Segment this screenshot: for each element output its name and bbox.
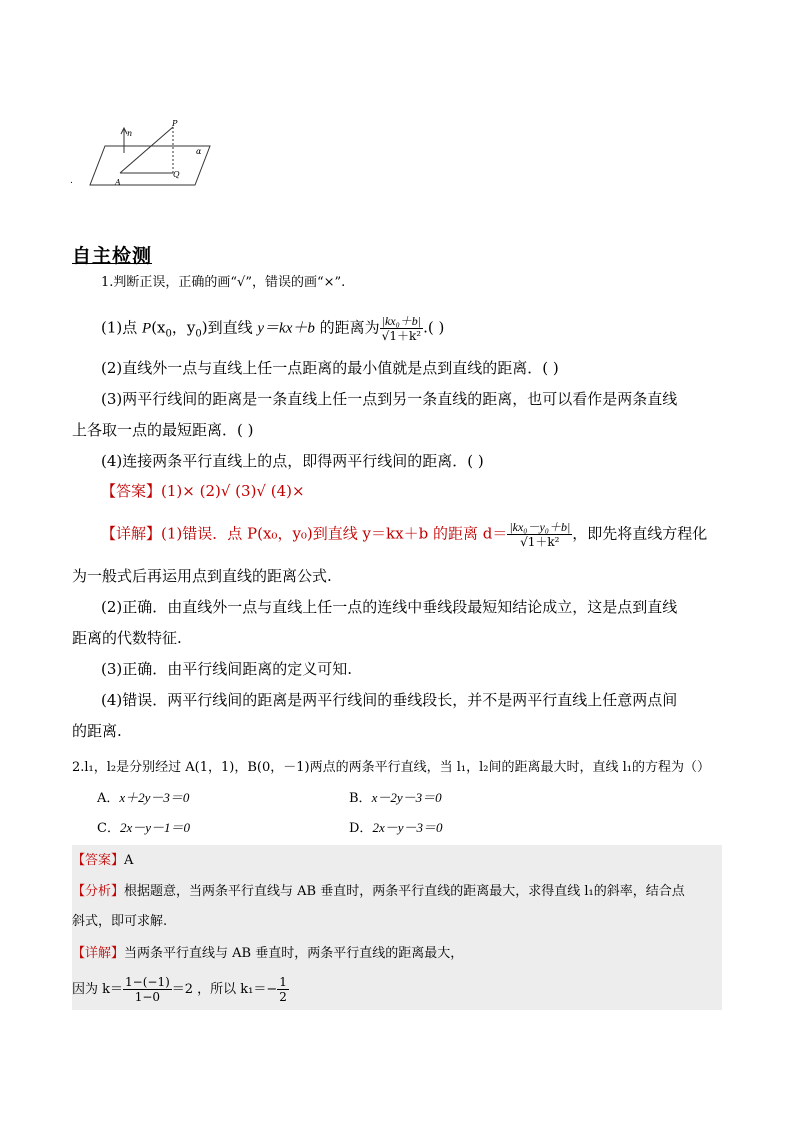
label-n: n [127,129,133,138]
plane-alpha [90,146,210,185]
q1-item3-line2: 上各取一点的最短距离．( ) [72,421,254,439]
label-a: A [115,178,121,187]
q1-detail-1: 【详解】(1)错误．点 P(x₀，y₀)到直线 y＝kx＋b 的距离 d＝ $\frac{\text{|kx₀－y₀＋b|}}{\text{√1＋k²}}$ ，即先将直线方程化 [101,520,708,549]
q1-detail-4-cont: 的距离. [72,722,122,740]
figure-dot: . [70,176,73,186]
q1-detail-2: (2)正确．由直线外一点与直线上任一点的连线中垂线段最短知结论成立，这是点到直线 [101,598,678,616]
q1-item1: (1)点 $P(x_0$，$y_0$)到直线 y＝kx＋b 的距离为 $\frac{\text{|kx₀＋b|}}{\text{√1＋k²}}$ .( ) [101,314,445,343]
q1-detail-3: (3)正确．由平行线间距离的定义可知. [101,660,353,678]
q1-detail-4: (4)错误．两平行线间的距离是两平行线间的垂线段长，并不是两平行直线上任意两点间 [101,691,678,709]
q1-item2: (2)直线外一点与直线上任一点距离的最小值就是点到直线的距离．( ) [101,359,559,377]
detail-distance-fraction: $\frac{\text{|kx₀－y₀＋b|}}{\text{√1＋k²}}$ [509,520,571,549]
q1-item3-line1: (3)两平行线间的距离是一条直线上任一点到另一条直线的距离，也可以看作是两条直线 [101,390,678,408]
q1-detail-1-cont: 为一般式后再运用点到直线的距离公式. [72,567,332,585]
q1-answer: 【答案】(1)× (2)√ (3)√ (4)× [101,482,305,500]
q2-answer: 【答案】A [72,853,134,868]
slope-fraction: $\frac{1-(-1)}{1-0}$ [125,975,170,1004]
q1-detail-2-cont: 距离的代数特征. [72,629,182,647]
q2-prompt: 2.l₁，l₂是分别经过 A(1，1)，B(0，－1)两点的两条平行直线，当 l₁，l₂间的距离最大时，直线 l₁的方程为（） [72,760,710,775]
q2-analysis: 【分析】根据题意，当两条平行直线与 AB 垂直时，两条平行直线的距离最大，求得直线 l₁的斜率，结合点 [72,884,685,899]
q2-option-c: C．2x－y－1＝0 [97,820,190,836]
label-q: Q [173,170,180,179]
q1-prompt: 1.判断正误，正确的画“√”，错误的画“×”. [101,275,346,290]
geometry-figure [60,115,230,195]
q1-item4: (4)连接两条平行直线上的点，即得两平行线间的距离．( ) [101,452,484,470]
q2-option-a: A．x＋2y－3＝0 [97,790,190,806]
label-p: P [172,119,178,128]
label-alpha: α [196,147,202,156]
slope-k1-fraction: $\frac{1}{2}$ [279,975,287,1004]
section-title: 自主检测 [72,245,153,267]
q2-detail-formula: 因为 k＝ $\frac{1-(-1)}{1-0}$ ＝2 ，所以 k₁＝− $\frac{1}{2}$ [72,975,287,1004]
q2-analysis-cont: 斜式，即可求解. [72,914,168,929]
q2-option-b: B．x－2y－3＝0 [349,790,442,806]
q2-option-d: D．2x－y－3＝0 [349,820,443,836]
q2-detail: 【详解】当两条平行直线与 AB 垂直时，两条平行直线的距离最大， [72,946,464,961]
distance-fraction: $\frac{\text{|kx₀＋b|}}{\text{√1＋k²}}$ [381,314,422,343]
